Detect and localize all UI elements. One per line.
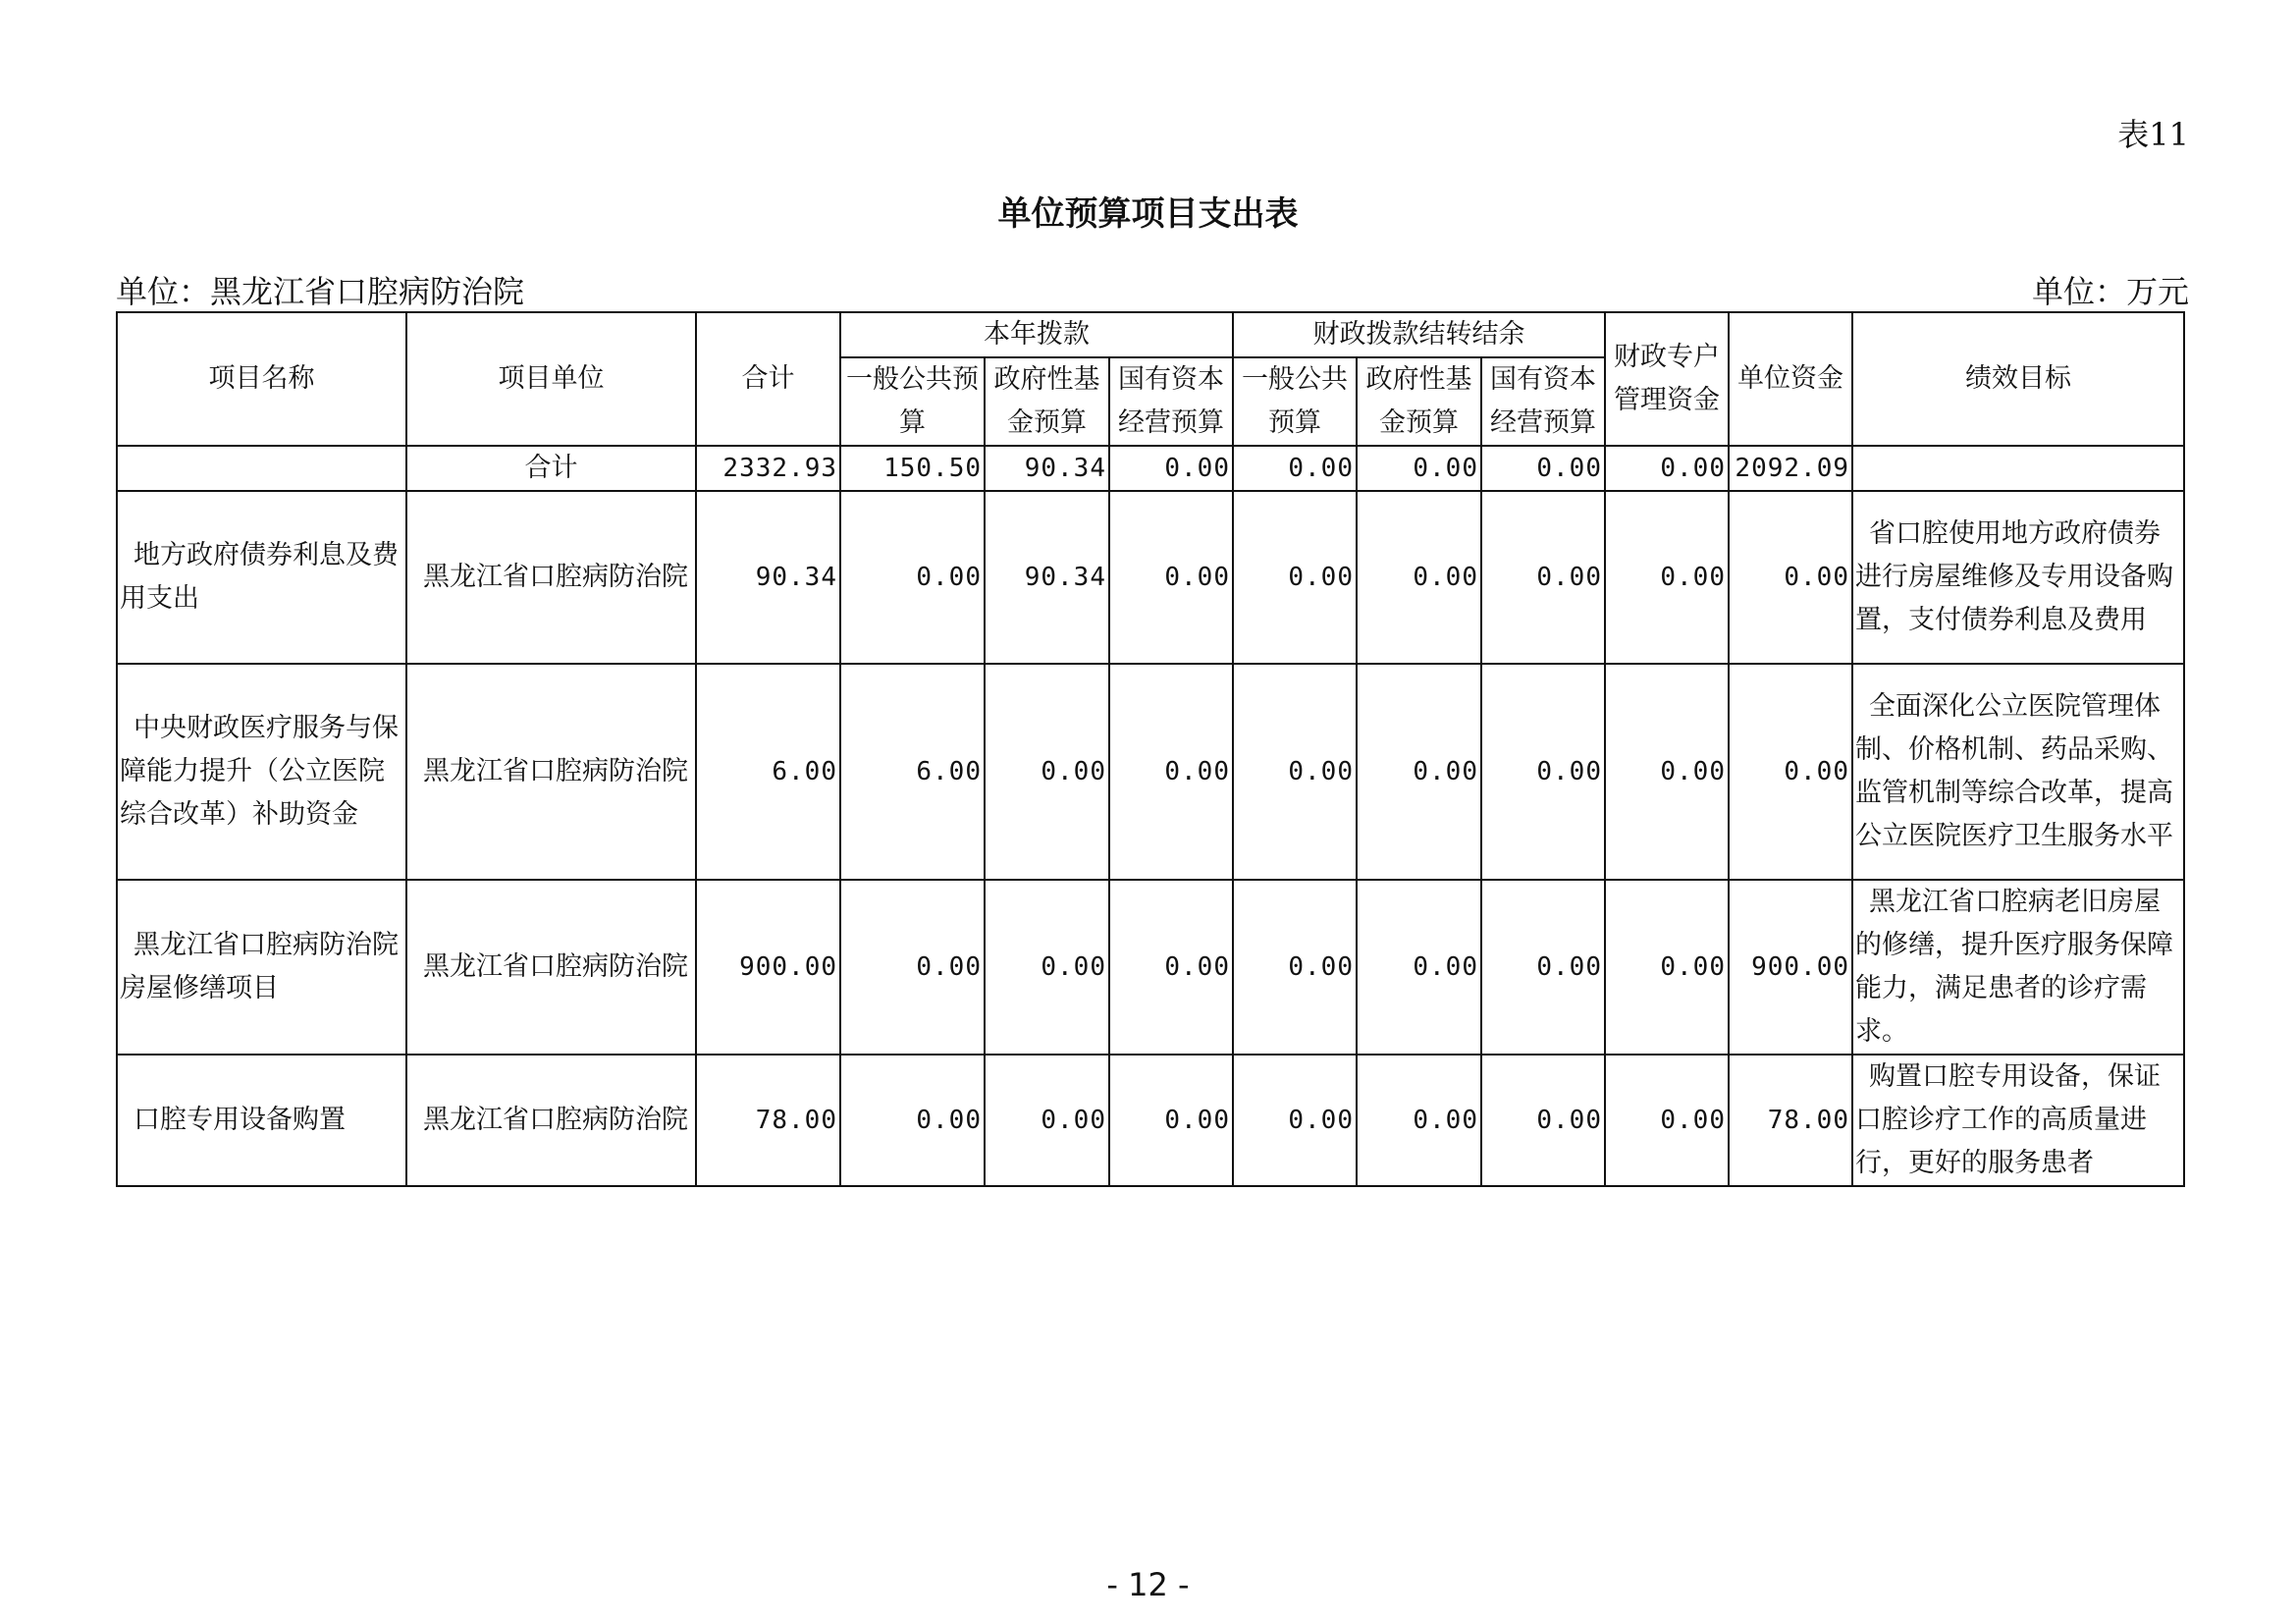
project-unit: 黑龙江省口腔病防治院 [406, 491, 696, 664]
total-row [117, 446, 2184, 491]
header-carry-general: 一般公共预算 [1233, 357, 1357, 446]
value-current-general: 0.00 [840, 491, 985, 664]
table-number: 表11 [2117, 116, 2189, 153]
performance-goal: 购置口腔专用设备，保证口腔诊疗工作的高质量进行，更好的服务患者 [1852, 1055, 2184, 1186]
header-carry-state-capital: 国有资本经营预算 [1481, 357, 1605, 446]
total-row-label: 合计 [406, 446, 696, 491]
header-own-funds: 单位资金 [1729, 312, 1852, 446]
project-name: 中央财政医疗服务与保障能力提升（公立医院综合改革）补助资金 [117, 664, 406, 880]
value-total: 900.00 [696, 880, 840, 1055]
project-name: 口腔专用设备购置 [117, 1055, 406, 1186]
total-row-current-gov-fund: 90.34 [985, 446, 1109, 491]
header-current-general: 一般公共预算 [840, 357, 985, 446]
budget-table [116, 311, 2185, 1187]
page-number: - 12 - [1106, 1566, 1190, 1603]
value-current-gov-fund: 0.00 [985, 880, 1109, 1055]
total-row-carry-state-capital: 0.00 [1481, 446, 1605, 491]
value-own-funds: 900.00 [1729, 880, 1852, 1055]
total-row-goal [1852, 446, 2184, 491]
value-carry-general: 0.00 [1233, 491, 1357, 664]
header-group-carryover: 财政拨款结转结余 [1233, 312, 1605, 357]
header-project-name: 项目名称 [117, 312, 406, 446]
value-carry-general: 0.00 [1233, 1055, 1357, 1186]
table-row [117, 1055, 2184, 1186]
total-row-name [117, 446, 406, 491]
value-carry-gov-fund: 0.00 [1357, 664, 1481, 880]
value-carry-gov-fund: 0.00 [1357, 491, 1481, 664]
total-row-carry-gov-fund: 0.00 [1357, 446, 1481, 491]
header-group-current-year: 本年拨款 [840, 312, 1233, 357]
header-current-state-capital: 国有资本经营预算 [1109, 357, 1233, 446]
value-current-gov-fund: 90.34 [985, 491, 1109, 664]
document-title: 单位预算项目支出表 [997, 194, 1299, 234]
currency-unit-label: 单位：万元 [2031, 273, 2189, 310]
value-carry-state-capital: 0.00 [1481, 1055, 1605, 1186]
total-row-own-funds: 2092.09 [1729, 446, 1852, 491]
value-current-state-capital: 0.00 [1109, 1055, 1233, 1186]
total-row-special-account: 0.00 [1605, 446, 1729, 491]
value-carry-state-capital: 0.00 [1481, 664, 1605, 880]
header-special-account: 财政专户管理资金 [1605, 312, 1729, 446]
value-special-account: 0.00 [1605, 491, 1729, 664]
header-project-unit: 项目单位 [406, 312, 696, 446]
performance-goal: 黑龙江省口腔病老旧房屋的修缮，提升医疗服务保障能力，满足患者的诊疗需求。 [1852, 880, 2184, 1055]
header-performance-goal: 绩效目标 [1852, 312, 2184, 446]
total-row-current-general: 150.50 [840, 446, 985, 491]
value-carry-gov-fund: 0.00 [1357, 1055, 1481, 1186]
header-carry-gov-fund: 政府性基金预算 [1357, 357, 1481, 446]
project-unit: 黑龙江省口腔病防治院 [406, 1055, 696, 1186]
value-special-account: 0.00 [1605, 664, 1729, 880]
value-own-funds: 0.00 [1729, 664, 1852, 880]
value-own-funds: 78.00 [1729, 1055, 1852, 1186]
value-current-general: 0.00 [840, 880, 985, 1055]
table-row [117, 664, 2184, 880]
value-special-account: 0.00 [1605, 1055, 1729, 1186]
value-current-state-capital: 0.00 [1109, 664, 1233, 880]
table-row [117, 880, 2184, 1055]
value-current-gov-fund: 0.00 [985, 1055, 1109, 1186]
project-unit: 黑龙江省口腔病防治院 [406, 880, 696, 1055]
value-total: 6.00 [696, 664, 840, 880]
value-current-general: 0.00 [840, 1055, 985, 1186]
value-special-account: 0.00 [1605, 880, 1729, 1055]
unit-label: 单位：黑龙江省口腔病防治院 [116, 273, 525, 310]
project-name: 地方政府债券利息及费用支出 [117, 491, 406, 664]
value-current-gov-fund: 0.00 [985, 664, 1109, 880]
header-total: 合计 [696, 312, 840, 446]
value-carry-general: 0.00 [1233, 880, 1357, 1055]
value-carry-gov-fund: 0.00 [1357, 880, 1481, 1055]
value-current-general: 6.00 [840, 664, 985, 880]
value-current-state-capital: 0.00 [1109, 880, 1233, 1055]
total-row-total: 2332.93 [696, 446, 840, 491]
total-row-current-state-capital: 0.00 [1109, 446, 1233, 491]
project-unit: 黑龙江省口腔病防治院 [406, 664, 696, 880]
value-own-funds: 0.00 [1729, 491, 1852, 664]
value-carry-state-capital: 0.00 [1481, 880, 1605, 1055]
value-current-state-capital: 0.00 [1109, 491, 1233, 664]
project-name: 黑龙江省口腔病防治院房屋修缮项目 [117, 880, 406, 1055]
header-current-gov-fund: 政府性基金预算 [985, 357, 1109, 446]
value-carry-state-capital: 0.00 [1481, 491, 1605, 664]
header-row-1 [117, 312, 2184, 357]
performance-goal: 省口腔使用地方政府债券进行房屋维修及专用设备购置，支付债券利息及费用 [1852, 491, 2184, 664]
value-total: 90.34 [696, 491, 840, 664]
total-row-carry-general: 0.00 [1233, 446, 1357, 491]
value-total: 78.00 [696, 1055, 840, 1186]
performance-goal: 全面深化公立医院管理体制、价格机制、药品采购、监管机制等综合改革，提高公立医院医疗卫生服务水平 [1852, 664, 2184, 880]
table-row [117, 491, 2184, 664]
value-carry-general: 0.00 [1233, 664, 1357, 880]
